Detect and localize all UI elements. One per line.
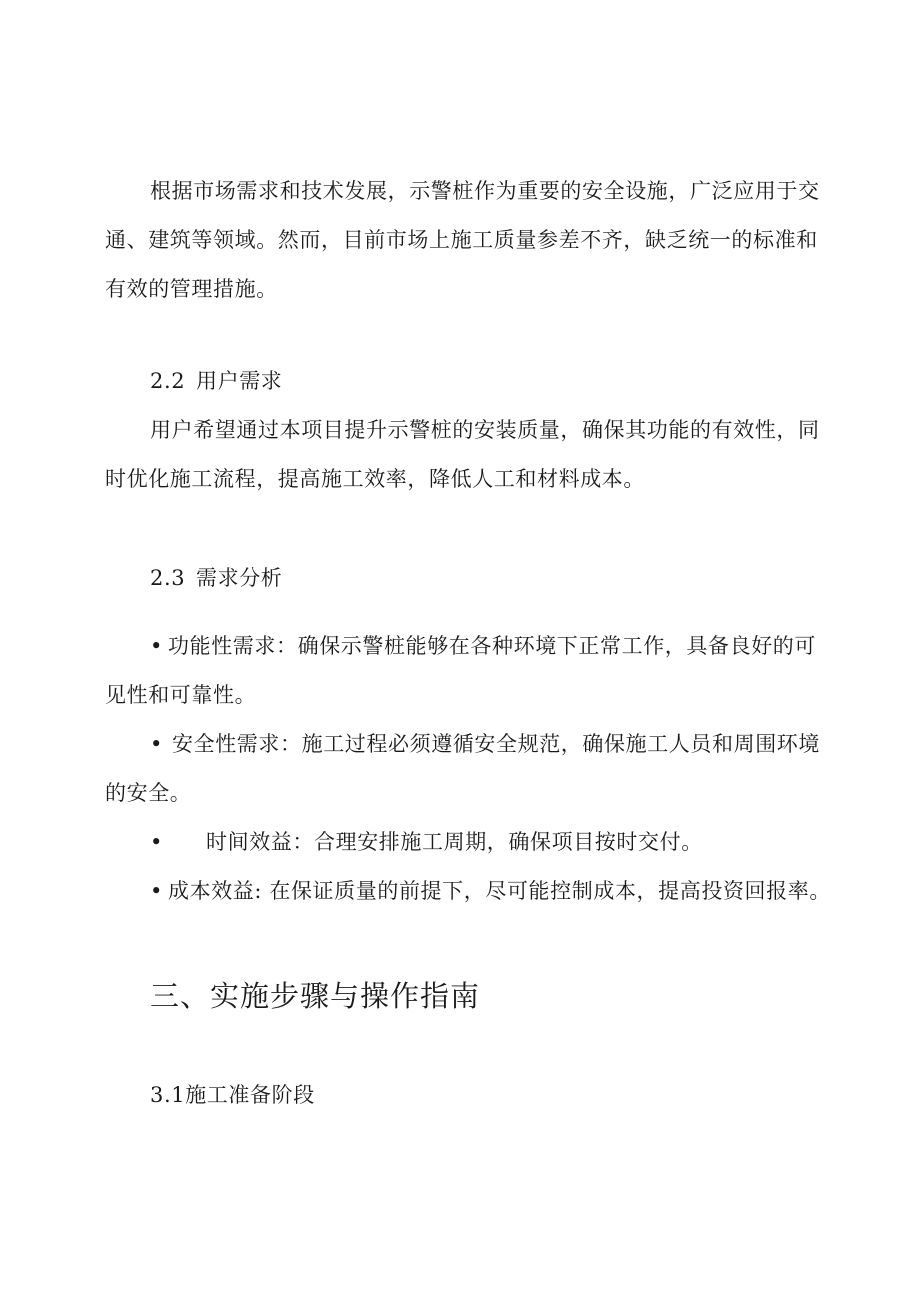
section-title: 用户需求 [196,369,283,393]
list-item-text: 成本效益: 在保证质量的前提下，尽可能控制成本，提高投资回报率。 [168,879,831,903]
chapter-title: 三、实施步骤与操作指南 [150,979,481,1013]
list-item-text: 时间效益：合理安排施工周期，确保项目按时交付。 [206,830,703,854]
list-item [150,730,820,758]
section-title: 需求分析 [196,566,283,590]
list-item [150,877,831,905]
paragraph-line: 时优化施工流程，提高施工效率，降低人工和材料成本。 [105,467,645,491]
list-item [150,828,703,856]
section-number: 2.3 [150,566,186,590]
list-item-continuation: 的安全。 [105,781,192,805]
bullet-icon: • [150,634,163,658]
section-heading-2-3 [150,564,282,592]
bullet-icon: • [150,732,163,756]
subsection-heading: 3.1施工准备阶段 [150,1083,315,1107]
paragraph-line: 通、建筑等领域。然而，目前市场上施工质量参差不齐，缺乏统一的标准和 [105,228,818,252]
list-item [150,632,816,660]
bullet-icon: • [150,879,163,903]
list-item-text: 功能性需求：确保示警桩能够在各种环境下正常工作，具备良好的可 [168,634,816,658]
section-heading-2-2 [150,367,282,395]
paragraph-line: 用户希望通过本项目提升示警桩的安装质量，确保其功能的有效性，同 [150,418,820,442]
list-item-text: 安全性需求：施工过程必须遵循安全规范，确保施工人员和周围环境 [172,732,820,756]
section-number: 2.2 [150,369,186,393]
bullet-icon: • [150,830,163,854]
paragraph-line: 根据市场需求和技术发展，示警桩作为重要的安全设施，广泛应用于交 [150,179,820,203]
list-item-continuation: 见性和可靠性。 [105,683,257,707]
paragraph-line: 有效的管理措施。 [105,277,278,301]
